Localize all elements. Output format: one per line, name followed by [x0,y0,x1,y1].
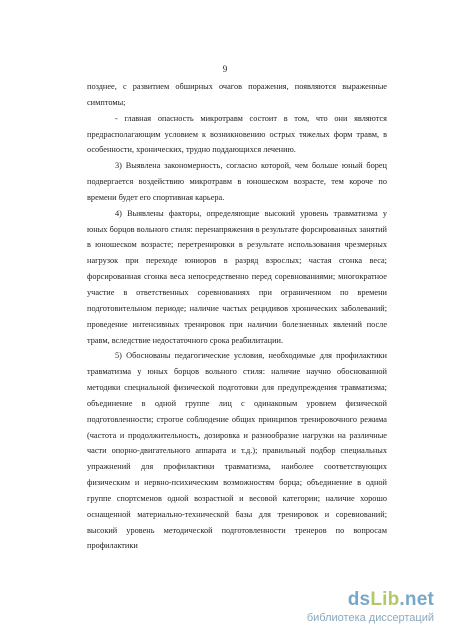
watermark-subtitle: библиотека диссертаций [306,612,434,624]
dslib-logo: dsLib.net [347,589,434,610]
page-number: 9 [222,64,228,74]
paragraph: 5) Обоснованы педагогические условия, необходимые для профилактики травматизма у юных борцов вольного стиля: наличие научно обоснованной методики специальной физической подготовки для предупреждения травматизма; объединение в одной группе лиц с одинаковым уровнем физической подготовленности; строгое соблюдение общих принципов тренировочного режима (частота и продолжительность, дозировка и разнообразие нагрузки на различные части опорно-двигательного аппарата и т.д.); правильный подбор специальных упражнений для профилактики травматизма, наиболее соответствующих физическим и нервно-психическим возможностям борца; объединение в одной группе спортсменов одной возрастной и весовой категории; наличие хорошо оснащенной материально-технической базы для тренировок и соревнований; высокий уровень методической подготовленности тренеров по вопросам профилактики [87,351,387,551]
paragraph: позднее, с развитием обширных очагов поражения, появляются выраженные симптомы; [87,82,387,107]
dslib-watermark [238,589,438,629]
paragraph: 4) Выявлены факторы, определяющие высокий уровень травматизма у юных борцов вольного стиля: перенапряжения в результате форсированных занятий в юношеском возрасте; перетренировки в результате использования чрезмерных нагрузок при переходе юниоров в разряд взрослых; частая сгонка веса; форсированная сгонка веса непосредственно перед соревнованиями; многократное участие в ответственных соревнованиях при ограниченном по времени подготовительном периоде; наличие частых рецидивов хронических заболеваний; проведение интенсивных тренировок при наличии болезненных явлений после травм, вследствие недостаточного срока реабилитации. [87,208,387,345]
paragraph: - главная опасность микротравм состоит в том, что они являются предрасполагающим условием к возникновению острых тяжелых форм травм, в особенности, хронических, трудно поддающихся лечению. [87,113,387,155]
paragraph: 3) Выявлена закономерность, согласно которой, чем больше юный борец подвергается воздействию микротравм в юношеском возрасте, тем короче по времени будет его спортивная карьера. [87,161,387,202]
body-text [87,79,387,554]
